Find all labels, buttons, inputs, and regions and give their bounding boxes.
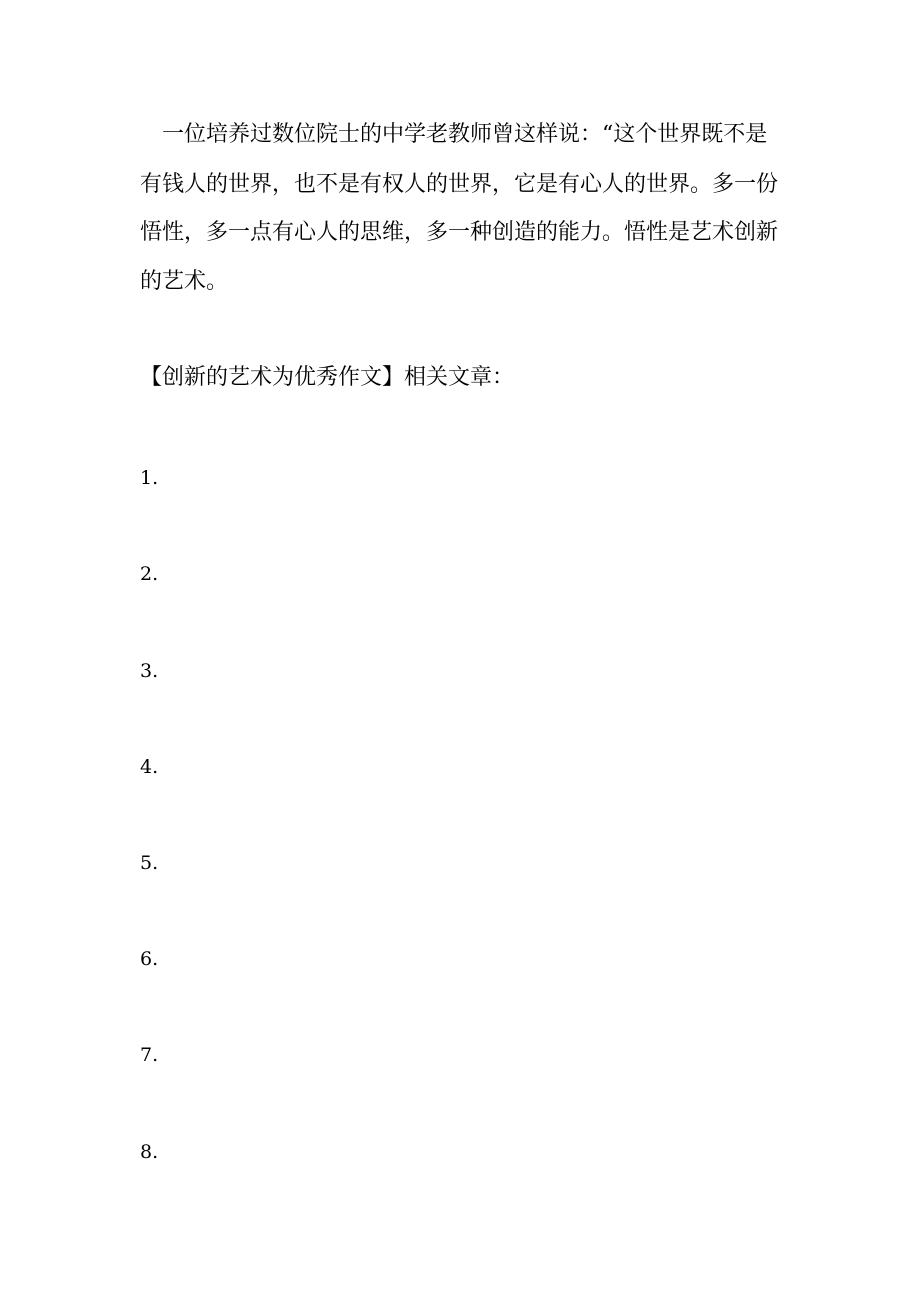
list-item[interactable]: 7. [140, 1044, 159, 1066]
paragraph-line: 一位培养过数位院士的中学老教师曾这样说：“这个世界既不是 [140, 122, 768, 147]
paragraph-line: 悟性，多一点有心人的思维，多一种创造的能力。悟性是艺术创新 [140, 220, 779, 245]
list-item[interactable]: 6. [140, 948, 159, 970]
list-item[interactable]: 3. [140, 660, 159, 682]
related-articles-heading: 【创新的艺术为优秀作文】相关文章： [140, 365, 515, 390]
list-item[interactable]: 8. [140, 1141, 159, 1163]
list-item[interactable]: 4. [140, 756, 159, 778]
paragraph-line: 的艺术。 [140, 269, 229, 294]
list-item[interactable]: 1. [140, 467, 159, 489]
list-item[interactable]: 5. [140, 852, 159, 874]
paragraph-line: 有钱人的世界，也不是有权人的世界，它是有心人的世界。多一份 [140, 172, 779, 197]
list-item[interactable]: 2. [140, 563, 159, 585]
